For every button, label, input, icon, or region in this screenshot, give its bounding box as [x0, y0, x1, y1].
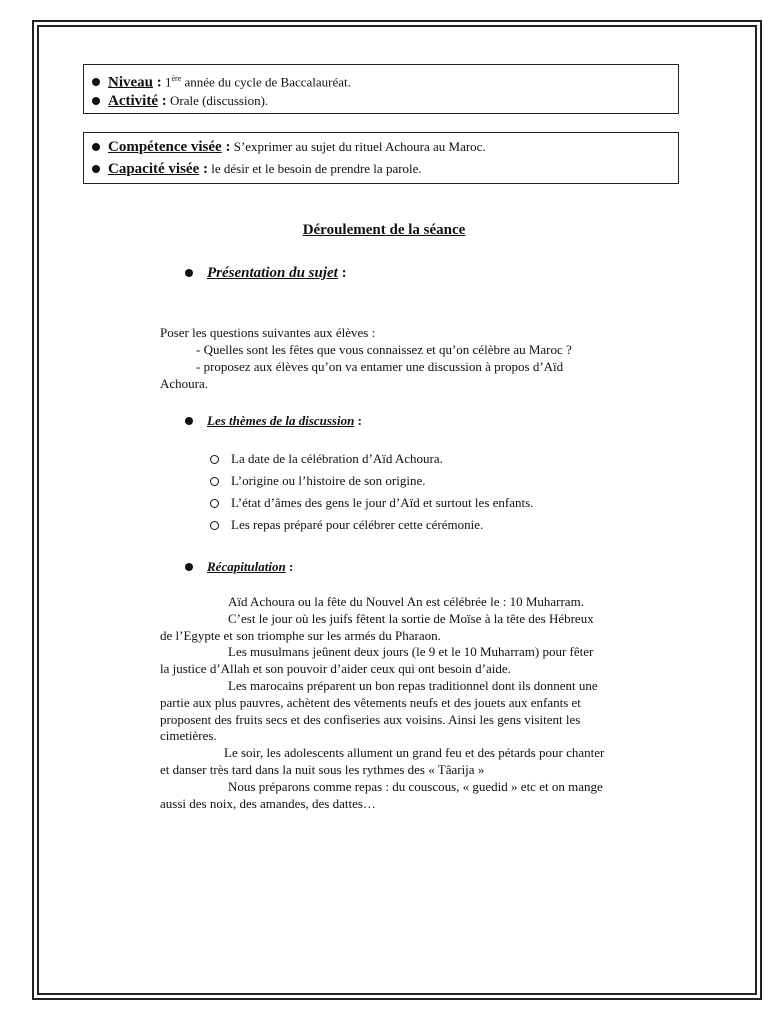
level-activity-box	[83, 64, 679, 114]
circle-bullet-icon	[210, 499, 219, 508]
themes-colon: :	[354, 413, 362, 428]
themes-heading	[185, 413, 362, 429]
presentation-line: - proposez aux élèves qu’on va entamer une discussion à propos d’Aïd	[196, 359, 564, 374]
circle-bullet-icon	[210, 521, 219, 530]
theme-item-text: Les repas préparé pour célébrer cette cérémonie.	[231, 517, 484, 532]
theme-item	[210, 473, 426, 489]
recap-line: aussi des noix, des amandes, des dattes…	[160, 795, 376, 811]
recap-line: partie aux plus pauvres, achètent des vêtements neufs et des jouets aux enfants et	[160, 694, 581, 710]
bullet-icon	[185, 417, 193, 425]
themes-label: Les thèmes de la discussion	[207, 413, 355, 428]
page-title: Déroulement de la séance	[302, 222, 466, 238]
bullet-icon	[92, 165, 100, 173]
theme-item-text: L’origine ou l’histoire de son origine.	[231, 473, 426, 488]
recap-line: proposent des fruits secs et des confiseries aux voisins. Ainsi les gens visitent les	[160, 711, 581, 727]
presentation-heading	[185, 265, 347, 282]
bullet-icon	[92, 78, 100, 86]
competence-colon: :	[221, 139, 231, 155]
niveau-value: année du cycle de Baccalauréat.	[181, 74, 351, 90]
bullet-icon	[185, 563, 193, 571]
capacite-line	[92, 158, 678, 180]
theme-item	[210, 451, 443, 467]
niveau-colon: :	[153, 74, 162, 91]
theme-item-text: L’état d’âmes des gens le jour d’Aïd et surtout les enfants.	[231, 495, 534, 510]
capacite-colon: :	[199, 161, 208, 177]
theme-item	[210, 517, 483, 533]
competence-value: S’exprimer au sujet du rituel Achoura au Maroc.	[230, 139, 486, 154]
recap-line: C’est le jour où les juifs fêtent la sortie de Moïse à la tête des Hébreux	[228, 610, 594, 626]
niveau-sup: ère	[171, 74, 182, 83]
circle-bullet-icon	[210, 477, 219, 486]
recap-line: Les musulmans jeûnent deux jours (le 9 et le 10 Muharram) pour fêter	[228, 644, 594, 660]
presentation-line: Achoura.	[160, 376, 209, 391]
recap-heading	[185, 559, 293, 575]
recap-label: Récapitulation	[207, 559, 286, 574]
activite-value: Orale (discussion).	[166, 93, 269, 108]
recap-line: Le soir, les adolescents allument un grand feu et des pétards pour chanter	[224, 745, 605, 761]
presentation-line: - Quelles sont les fêtes que vous connaissez et qu’on célèbre au Maroc ?	[196, 342, 572, 357]
capacite-label: Capacité visée	[108, 161, 200, 177]
activite-line	[92, 90, 678, 112]
recap-line: de l’Egypte et son triomphe sur les armés du Pharaon.	[160, 627, 441, 643]
bullet-icon	[92, 143, 100, 151]
recap-line: la justice d’Allah et son pouvoir d’aider ceux qui ont besoin d’aide.	[160, 661, 511, 677]
capacite-value: le désir et le besoin de prendre la parole.	[207, 161, 422, 176]
activite-colon: :	[157, 93, 167, 109]
recap-line: cimetières.	[160, 728, 217, 744]
niveau-num: 1	[161, 74, 172, 90]
theme-item-text: La date de la célébration d’Aïd Achoura.	[231, 451, 443, 466]
recap-line: Aïd Achoura ou la fête du Nouvel An est célébrée le : 10 Muharram.	[228, 594, 584, 609]
presentation-colon: :	[337, 265, 347, 281]
recap-colon: :	[285, 559, 294, 574]
recap-paragraph	[160, 594, 680, 812]
recap-line: Les marocains préparent un bon repas traditionnel dont ils donnent une	[228, 677, 598, 693]
circle-bullet-icon	[210, 455, 219, 464]
competence-line	[92, 136, 678, 158]
niveau-label: Niveau	[108, 74, 153, 91]
recap-line: et danser très tard dans la nuit sous les rythmes des « Tâarija »	[160, 761, 485, 777]
bullet-icon	[185, 269, 193, 277]
recap-line: Nous préparons comme repas : du couscous, « guedid » etc et on mange	[228, 778, 603, 794]
bullet-icon	[92, 97, 100, 105]
presentation-line: Poser les questions suivantes aux élèves :	[160, 325, 376, 340]
activite-label: Activité	[108, 93, 158, 109]
competence-label: Compétence visée	[108, 139, 222, 155]
niveau-line	[92, 68, 678, 90]
competence-box	[83, 132, 679, 184]
theme-item	[210, 495, 533, 511]
presentation-label: Présentation du sujet	[207, 265, 338, 281]
